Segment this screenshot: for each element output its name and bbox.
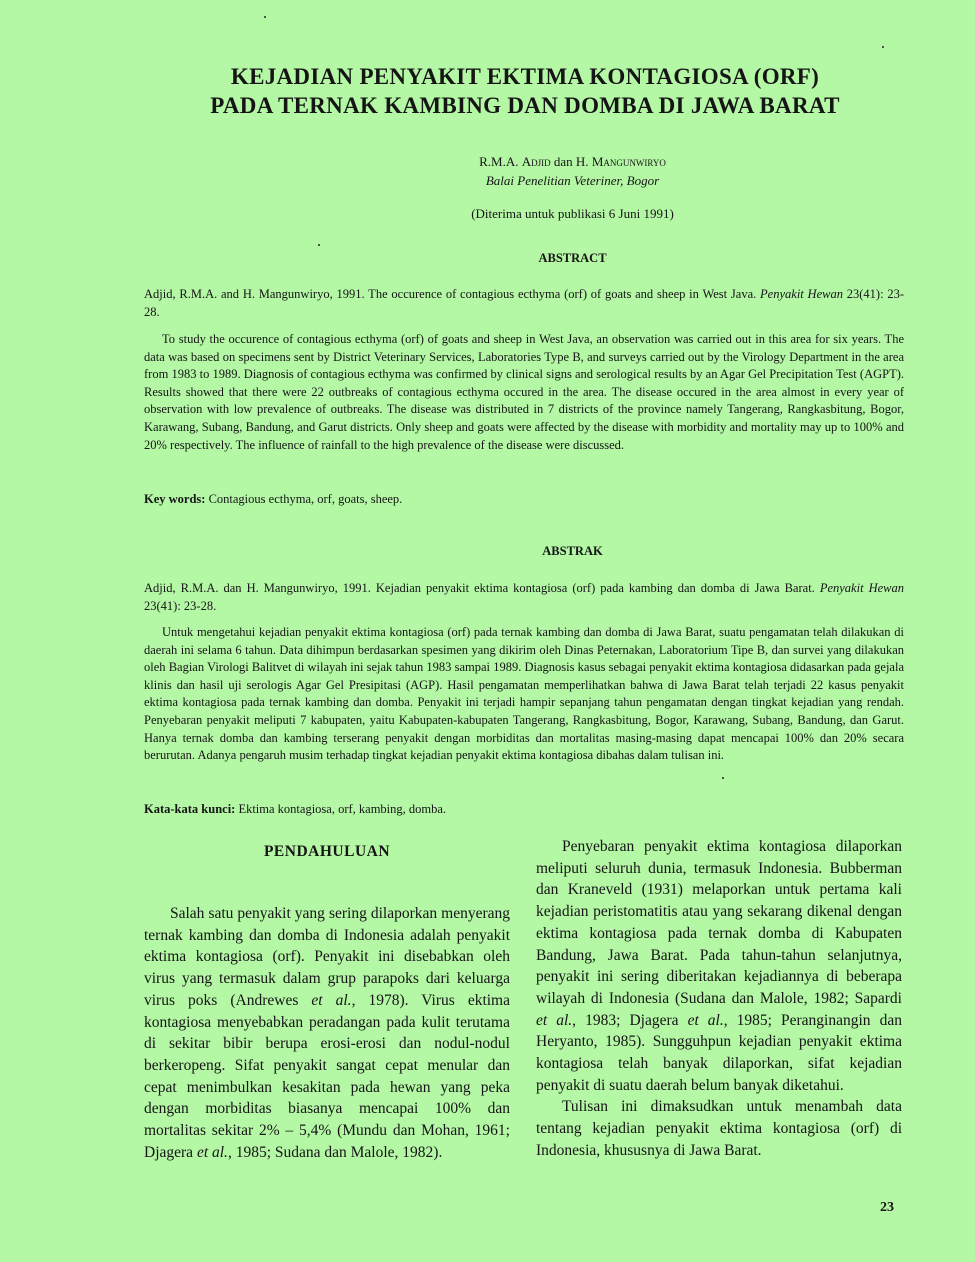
author-connector: dan H.: [550, 154, 592, 169]
abstract-citation-volume: 23(41): 23-28.: [144, 287, 904, 319]
author-2-surname: Mangunwiryo: [591, 154, 666, 169]
abstract-keywords: [144, 492, 904, 507]
scan-speck: [882, 46, 884, 48]
received-date: (Diterima untuk publikasi 6 Juni 1991): [471, 206, 674, 221]
text-run: Penyebaran penyakit ektima kontagiosa dilaporkan meliputi seluruh dunia, termasuk Indonesia. Bubberman dan Kraneveld (1931) melaporkan untuk pertama kali kejadian peristomatitis atau yang sekarang dikenal dengan ektima kontagiosa pada ternak domba di Kabupaten Bandung, Jawa Barat. Pada tahun-tahun selanjutnya, penyakit ini sering diberitakan kejadiannya di beberapa wilayah di Indonesia (Sudana dan Malole, 1982; Sapardi: [536, 838, 902, 1007]
et-al: et al.: [687, 1011, 724, 1029]
abstract-citation: [144, 285, 904, 321]
author-names: [300, 152, 845, 171]
intro-left-column: [144, 903, 510, 1163]
title-line-1: KEJADIAN PENYAKIT EKTIMA KONTAGIOSA (ORF): [230, 64, 820, 89]
abstrak-citation-journal: Penyakit Hewan: [819, 581, 904, 595]
text-run: , 1985; Peranginangin dan Heryanto, 1985). Sungguhpun kejadian penyakit ektima kontagiosa telah banyak dilaporkan, sifat kejadian penyakit di suatu daerah belum banyak diketahui.: [536, 1011, 902, 1094]
intro-paragraph-1: [144, 903, 510, 1163]
keywords-text: Contagious ecthyma, orf, goats, sheep.: [205, 492, 403, 506]
et-al: et al.: [536, 1011, 573, 1029]
abstrak-body: Untuk mengetahui kejadian penyakit ektima kontagiosa (orf) pada ternak kambing dan domba di Jawa Barat, suatu pengamatan telah dilakukan di daerah ini selama 6 tahun. Data dihimpun berdasarkan spesimen yang dikirim oleh Dinas Peternakan, Laboratorium Tipe B, dan survei yang dilakukan oleh Bagian Virologi Balitvet di wilayah ini sejak tahun 1983 sampai 1989. Diagnosis kasus sebagai penyakit ektima kontagiosa didasarkan pada gejala klinis dan hasil uji serologis Agar Gel Presipitasi (AGP). Hasil pengamatan memperlihatkan bahwa di Jawa Barat telah terjadi 22 kasus penyakit ektima kontagiosa pada ternak kambing dan domba. Penyakit ini terjadi hampir sepanjang tahun pengamatan dengan tingkat kejadian yang rendah. Penyebaran penyakit meliputi 7 kabupaten, yaitu Kabupaten-kabupaten Tangerang, Rangkasbitung, Bogor, Karawang, Subang, Bandung, dan Garut. Hanya ternak domba dan kambing terserang penyakit dengan morbiditas dan mortalitas masing-masing dapat mencapai 100% dan 20% secara berurutan. Adanya pengaruh musim terhadap tingkat kejadian penyakit ektima kontagiosa dibahas dalam tulisan ini.: [144, 625, 904, 763]
author-block: [300, 152, 845, 190]
abstract-heading: ABSTRACT: [538, 251, 607, 265]
abstract-citation-text: Adjid, R.M.A. and H. Mangunwiryo, 1991. The occurence of contagious ecthyma (orf) of goats and sheep in West Java.: [144, 287, 761, 301]
intro-paragraph-3: Tulisan ini dimaksudkan untuk menambah data tentang kejadian penyakit ektima kontagiosa (orf) di Indonesia, khususnya di Jawa Barat.: [536, 1098, 902, 1159]
keywords-label: Key words:: [144, 492, 206, 506]
abstrak-heading: ABSTRAK: [542, 544, 603, 558]
text-run: , 1985; Sudana dan Malole, 1982).: [227, 1143, 443, 1161]
scan-speck: [318, 244, 320, 246]
intro-right-column: [536, 836, 902, 1162]
et-al: et al.: [196, 1143, 228, 1161]
scan-speck: [722, 777, 724, 779]
abstract-citation-journal: Penyakit Hewan: [760, 287, 843, 301]
title-line-2: PADA TERNAK KAMBING DAN DOMBA DI JAWA BARAT: [210, 93, 840, 118]
page-number: 23: [880, 1200, 894, 1215]
author-affiliation: Balai Penelitian Veteriner, Bogor: [485, 173, 660, 188]
author-1-surname: Adjid: [521, 154, 551, 169]
abstrak-citation-volume: 23(41): 23-28.: [144, 599, 217, 613]
intro-paragraph-2: [536, 836, 902, 1096]
article-title: [100, 62, 950, 120]
abstrak-keywords: [144, 802, 904, 817]
text-run: , 1983; Djagera: [572, 1011, 688, 1029]
abstrak-citation: [144, 579, 904, 615]
abstrak-citation-text: Adjid, R.M.A. dan H. Mangunwiryo, 1991. Kejadian penyakit ektima kontagiosa (orf) pada kambing dan domba di Jawa Barat.: [144, 581, 820, 595]
kata-kunci-label: Kata-kata kunci:: [144, 802, 236, 816]
text-run: , 1978). Virus ektima kontagiosa menyebabkan peradangan pada kulit terutama di sekitar bibir berupa erosi-erosi dan nodul-nodul berkeropeng. Sifat penyakit sangat cepat menular dan cepat menimbulkan kesakitan pada hewan yang peka dengan morbiditas biasanya mencapai 100% dan mortalitas sekitar 2% – 5,4% (Mundu dan Mohan, 1961; Djagera: [144, 991, 510, 1161]
text-run: Salah satu penyakit yang sering dilaporkan menyerang ternak kambing dan domba di Indonesia adalah penyakit ektima kontagiosa (orf). Penyakit ini disebabkan oleh virus yang termasuk dalam grup parapoks dari keluarga virus poks (Andrewes: [144, 905, 510, 1009]
scan-speck: [264, 16, 266, 18]
et-al: et al.: [311, 991, 352, 1009]
abstract-body: To study the occurence of contagious ecthyma (orf) of goats and sheep in West Java, an observation was carried out in this area for six years. The data was based on specimens sent by District Veterinary Services, Laboratories Type B, and surveys carried out by the Virology Department in the area from 1983 to 1989. Diagnosis of contagious ecthyma was confirmed by clinical signs and serological results by an Agar Gel Precipitation Test (AGPT). Results showed that there were 22 outbreaks of contagious ecthyma occured in the area. The disease occured in the area almost in every year of observation with low prevalence of outbreaks. The disease was distributed in 7 districts of the province namely Tangerang, Rangkasbitung, Bogor, Karawang, Subang, Bandung, and Garut districts. Only sheep and goats were affected by the disease with morbidity and mortality may up to 100% and 20% respectively. The influence of rainfall to the high prevalence of the disease were discussed.: [144, 332, 904, 452]
section-heading-pendahuluan: PENDAHULUAN: [263, 843, 391, 860]
kata-kunci-text: Ektima kontagiosa, orf, kambing, domba.: [235, 802, 447, 816]
author-1-initials: R.M.A.: [479, 154, 522, 169]
